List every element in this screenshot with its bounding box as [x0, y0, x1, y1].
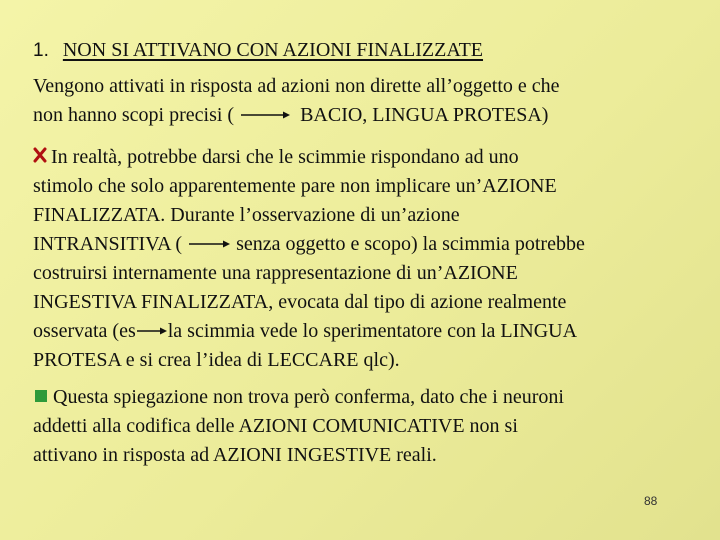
paragraph-2-line-4 [33, 230, 693, 259]
arrow-right-icon [136, 326, 168, 336]
paragraph-2-line-2: stimolo che solo apparentemente pare non implicare un’AZIONE [33, 175, 557, 197]
paragraph-2-line-7-start: osservata (es [33, 320, 136, 342]
heading-title: NON SI ATTIVANO CON AZIONI FINALIZZATE [62, 39, 484, 61]
paragraph-3-line-1-text: Questa spiegazione non trova però conferma, dato che i neuroni [53, 386, 564, 408]
paragraph-2-line-4-start: INTRANSITIVA ( [33, 233, 183, 255]
paragraph-1-line-2-end: BACIO, LINGUA PROTESA) [300, 104, 549, 126]
paragraph-2-line-7 [33, 317, 693, 346]
slide-heading [33, 38, 483, 63]
paragraph-2-line-5: costruirsi internamente una rappresentazione di un’AZIONE [33, 262, 518, 284]
heading-number: 1. [33, 40, 49, 61]
paragraph-2-line-6: INGESTIVA FINALIZZATA, evocata dal tipo di azione realmente [33, 291, 567, 313]
arrow-right-icon [187, 239, 231, 249]
paragraph-3-line-1 [33, 383, 693, 412]
paragraph-1-line-2-start: non hanno scopi precisi ( [33, 104, 235, 126]
paragraph-2 [33, 143, 693, 375]
page-number: 88 [644, 494, 658, 508]
paragraph-2-line-4-end: senza oggetto e scopo) la scimmia potrebbe [236, 233, 585, 255]
paragraph-2-line-8: PROTESA e si crea l’idea di LECCARE qlc). [33, 349, 400, 371]
square-bullet-icon [35, 390, 47, 402]
paragraph-2-line-1-text: In realtà, potrebbe darsi che le scimmie rispondano ad uno [51, 146, 519, 168]
arrow-right-icon [239, 110, 291, 120]
paragraph-2-line-7-end: la scimmia vede lo sperimentatore con la LINGUA [167, 320, 578, 342]
x-bullet-icon [33, 147, 47, 163]
paragraph-3-line-3: attivano in risposta ad AZIONI INGESTIVE reali. [33, 444, 437, 466]
paragraph-3 [33, 383, 693, 470]
paragraph-2-line-1 [33, 143, 693, 172]
paragraph-1 [33, 72, 693, 130]
paragraph-2-line-3: FINALIZZATA. Durante l’osservazione di un’azione [33, 204, 460, 226]
paragraph-3-line-2: addetti alla codifica delle AZIONI COMUNICATIVE non si [33, 415, 518, 437]
paragraph-1-line-2 [33, 101, 693, 130]
paragraph-1-line-1: Vengono attivati in risposta ad azioni non dirette all’oggetto e che [33, 75, 560, 97]
